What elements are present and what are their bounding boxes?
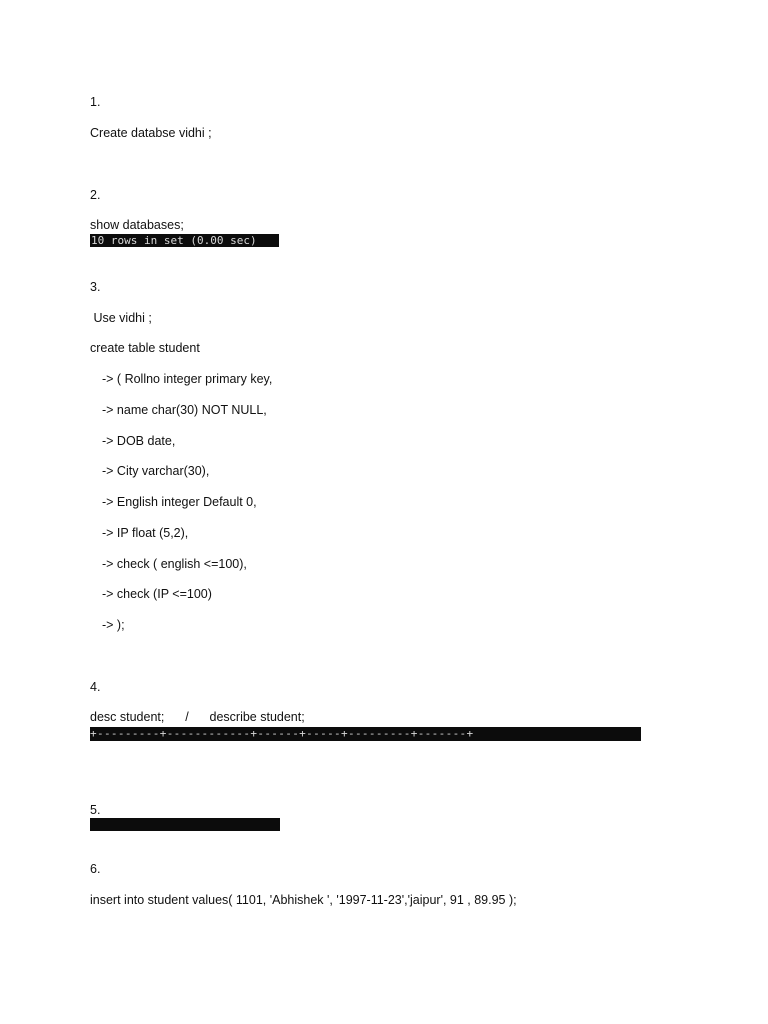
section-5-number: 5. [90, 803, 101, 817]
describe-statement: desc student; / describe student; [90, 710, 305, 724]
create-table-line: -> ); [102, 618, 125, 632]
section-2-number: 2. [90, 188, 101, 202]
section-6-number: 6. [90, 862, 101, 876]
terminal-output-rows: 10 rows in set (0.00 sec) [90, 234, 279, 247]
use-database-statement: Use vidhi ; [90, 311, 152, 325]
create-database-statement: Create databse vidhi ; [90, 126, 212, 140]
section-1-number: 1. [90, 95, 101, 109]
create-table-line: -> City varchar(30), [102, 464, 210, 478]
create-table-line: -> IP float (5,2), [102, 526, 189, 540]
insert-statement: insert into student values( 1101, 'Abhishek ', '1997-11-23','jaipur', 91 , 89.95 ); [90, 893, 517, 907]
create-table-line: -> name char(30) NOT NULL, [102, 403, 267, 417]
create-table-line: -> English integer Default 0, [102, 495, 257, 509]
terminal-table-border: +---------+------------+------+-----+---------+-------+ [90, 727, 641, 741]
create-table-line: -> check ( english <=100), [102, 557, 247, 571]
create-table-line: -> ( Rollno integer primary key, [102, 372, 273, 386]
create-table-line: -> DOB date, [102, 434, 176, 448]
create-table-statement: create table student [90, 341, 200, 355]
create-table-line: -> check (IP <=100) [102, 587, 212, 601]
section-3-number: 3. [90, 280, 101, 294]
section-4-number: 4. [90, 680, 101, 694]
terminal-screenshot-strip [90, 818, 280, 831]
show-databases-statement: show databases; [90, 218, 184, 232]
